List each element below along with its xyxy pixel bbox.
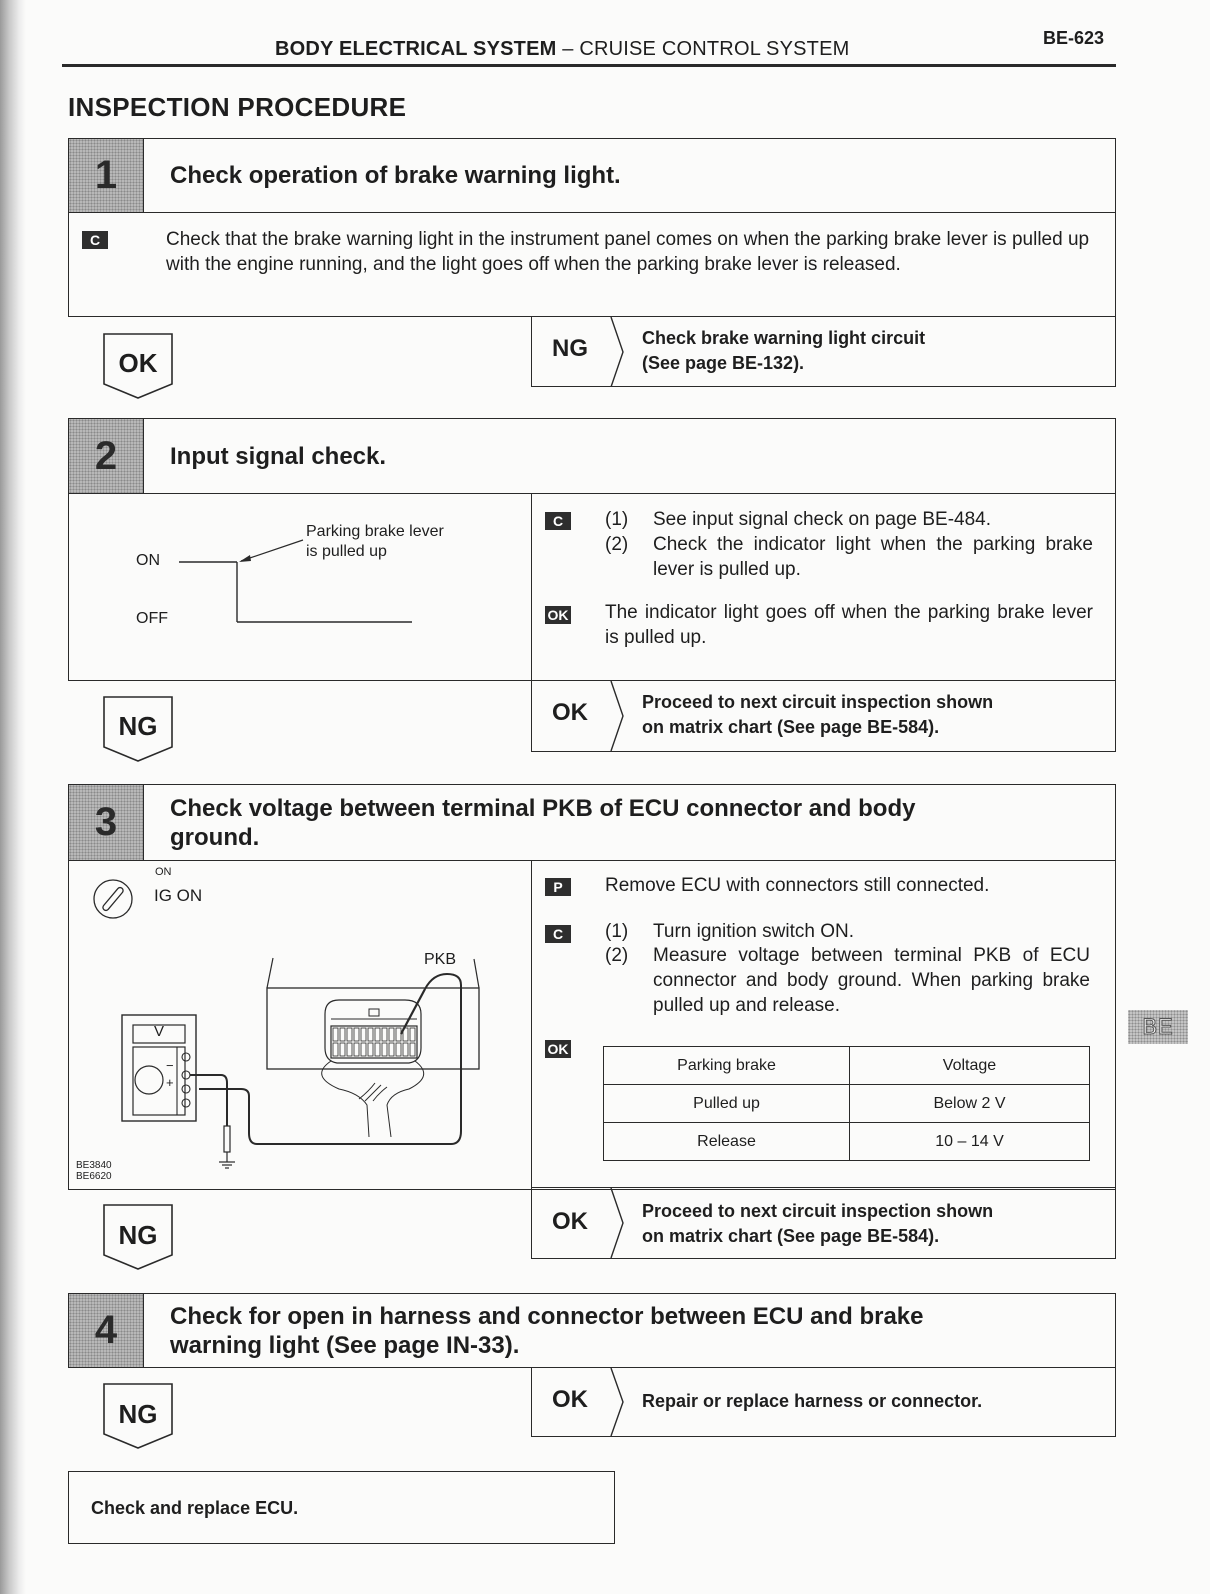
chevron-right-icon — [610, 681, 626, 751]
positive-lead — [199, 974, 461, 1144]
final-action-box[interactable] — [68, 1471, 615, 1544]
table-header-row — [604, 1047, 1090, 1085]
ground-icon — [219, 1152, 235, 1168]
step-1-ng-result[interactable] — [531, 316, 1116, 387]
step-2-ok-result[interactable] — [531, 680, 1116, 752]
step-2-ok-text-line1: Proceed to next circuit inspection shown — [642, 692, 994, 712]
table-cell: Below 2 V — [850, 1085, 1090, 1123]
figure-codes — [76, 1160, 112, 1182]
check-tag-icon: C — [545, 512, 571, 530]
step-1-ng-text — [642, 326, 925, 376]
step-1-title: Check operation of brake warning light. — [170, 162, 621, 189]
step-3-diagram-panel — [68, 860, 532, 1190]
connector-pin — [389, 1028, 394, 1041]
table-cell: Pulled up — [604, 1085, 850, 1123]
waveform-on-label: ON — [136, 552, 160, 569]
ok-tag-icon: OK — [545, 606, 571, 624]
ignition-on-small-label: ON — [155, 866, 172, 878]
chevron-right-icon — [610, 317, 626, 387]
step-4-header — [68, 1293, 1116, 1368]
step-3-title-line2: ground. — [170, 823, 260, 851]
ecu-connector — [325, 1000, 421, 1063]
step-4-ok-text: Repair or replace harness or connector. — [642, 1391, 983, 1411]
step-3-ng-label: NG — [118, 1220, 158, 1250]
connector-pin — [410, 1028, 415, 1041]
ignition-key-icon — [94, 880, 132, 918]
voltage-measurement-diagram — [69, 861, 529, 1187]
step-1-ng-text-line1: Check brake warning light circuit — [642, 328, 926, 348]
connector-pin — [375, 1043, 380, 1056]
check-tag-icon: C — [545, 925, 571, 943]
check-item-1-text: See input signal check on page BE-484. — [653, 509, 992, 530]
connector-pin — [340, 1043, 345, 1056]
connector-pin — [333, 1043, 338, 1056]
figure-code-1: BE3840 — [76, 1160, 112, 1171]
check-item-2-num: (2) — [605, 945, 629, 966]
step-2-instructions-panel — [531, 493, 1116, 681]
connector-pin — [347, 1043, 352, 1056]
connector-pin — [389, 1043, 394, 1056]
check-item-2-num: (2) — [605, 534, 629, 555]
waveform-off-label: OFF — [136, 610, 168, 627]
callout-line1: Parking brake lever — [306, 523, 444, 540]
check-tag-icon: C — [82, 231, 108, 249]
step-2-ok-criterion: The indicator light goes off when the parking brake lever is pulled up. — [605, 602, 1093, 648]
step-1-number: 1 — [69, 139, 144, 212]
check-item-2-text: Measure voltage between terminal PKB of ECU connector and body ground. When parking brake pulled up and release. — [653, 945, 1090, 1016]
connector-pin — [382, 1043, 387, 1056]
step-3-title-line1: Check voltage between terminal PKB of ECU connector and body — [170, 794, 916, 822]
connector-pin — [410, 1043, 415, 1056]
connector-pin — [347, 1028, 352, 1041]
page-binding-edge — [0, 0, 26, 1594]
step-3-ok-result[interactable] — [531, 1187, 1116, 1259]
step-2-ok-text — [642, 690, 993, 740]
step-1-ok-label: OK — [118, 348, 158, 378]
step-2-diagram-panel — [68, 493, 532, 681]
section-side-tab: BE — [1128, 1010, 1188, 1044]
voltage-spec-table — [603, 1046, 1090, 1161]
signal-waveform-diagram — [69, 494, 529, 678]
negative-probe — [224, 1126, 230, 1152]
step-3-ok-text-line2: on matrix chart (See page BE-584). — [642, 1226, 940, 1246]
callout-arrowhead — [239, 555, 251, 562]
table-cell: Release — [604, 1123, 850, 1161]
check-item-1-num: (1) — [605, 921, 629, 942]
section-title: INSPECTION PROCEDURE — [68, 92, 407, 122]
chevron-right-icon — [610, 1368, 626, 1436]
step-1-ng-label: NG — [552, 335, 588, 362]
connector-pin — [361, 1043, 366, 1056]
step-3-header — [68, 784, 1116, 861]
voltmeter-plus-label: + — [166, 1075, 174, 1090]
step-1-body — [68, 212, 1116, 317]
voltmeter-unit-label: V — [153, 1023, 164, 1040]
ignition-on-label: IG ON — [154, 886, 203, 905]
check-item-2-text: Check the indicator light when the parking brake lever is pulled up. — [653, 534, 1093, 580]
check-item-1-num: (1) — [605, 509, 629, 530]
table-cell: 10 – 14 V — [850, 1123, 1090, 1161]
step-3-number: 3 — [69, 785, 144, 860]
step-4-number: 4 — [69, 1294, 144, 1367]
table-row — [604, 1085, 1090, 1123]
step-1-check-text: Check that the brake warning light in the instrument panel comes on when the parking brake lever is pulled up with the engine running, and the light goes off when the parking brake lever is released. — [166, 229, 1090, 275]
step-1-ng-text-line2: (See page BE-132). — [642, 353, 805, 373]
connector-pin — [382, 1028, 387, 1041]
pkb-terminal-label: PKB — [424, 951, 457, 968]
connector-pin — [396, 1043, 401, 1056]
connector-pin — [354, 1028, 359, 1041]
step-4-ok-label: OK — [552, 1386, 588, 1413]
connector-pin — [361, 1028, 366, 1041]
table-header-cell: Parking brake — [604, 1047, 850, 1085]
step-4-title-line2: warning light (See page IN-33). — [170, 1331, 520, 1359]
connector-pin — [340, 1028, 345, 1041]
step-2-ok-label: OK — [552, 699, 588, 726]
step-3-prep-text: Remove ECU with connectors still connected. — [605, 875, 990, 896]
figure-code-2: BE6620 — [76, 1171, 112, 1182]
step-3-ok-text-line1: Proceed to next circuit inspection shown — [642, 1201, 994, 1221]
connector-pin — [354, 1043, 359, 1056]
check-item-1-text: Turn ignition switch ON. — [653, 921, 854, 942]
step-3-ok-text — [642, 1199, 993, 1249]
step-3-title — [144, 785, 915, 860]
connector-pin — [396, 1028, 401, 1041]
step-4-ok-result[interactable] — [531, 1367, 1116, 1437]
chevron-right-icon — [610, 1188, 626, 1258]
header-system-name: BODY ELECTRICAL SYSTEM — [275, 38, 557, 60]
waveform-callout — [306, 522, 444, 562]
callout-line2: is pulled up — [306, 543, 387, 560]
table-header-cell: Voltage — [850, 1047, 1090, 1085]
step-3-instructions-panel — [531, 860, 1116, 1190]
prep-tag-icon: P — [545, 878, 571, 896]
step-4-title-line1: Check for open in harness and connector between ECU and brake — [170, 1302, 924, 1330]
page-header-title — [275, 38, 849, 61]
table-row — [604, 1123, 1090, 1161]
connector-pin — [375, 1028, 380, 1041]
connector-pin — [333, 1028, 338, 1041]
step-2-number: 2 — [69, 419, 144, 493]
ok-tag-icon: OK — [545, 1040, 571, 1058]
page-number: BE-623 — [1043, 28, 1105, 48]
connector-pin — [368, 1028, 373, 1041]
wire-harness — [322, 1061, 424, 1137]
step-4-title — [144, 1294, 924, 1367]
step-1-header — [68, 138, 1116, 213]
connector-pin — [403, 1043, 408, 1056]
header-rule — [62, 64, 1116, 67]
step-2-title: Input signal check. — [170, 442, 387, 470]
connector-pin — [368, 1043, 373, 1056]
step-2-header — [68, 418, 1116, 494]
step-2-ok-text-line2: on matrix chart (See page BE-584). — [642, 717, 940, 737]
final-action-text: Check and replace ECU. — [91, 1498, 299, 1518]
step-3-ok-label: OK — [552, 1208, 588, 1235]
header-subsystem-name: – CRUISE CONTROL SYSTEM — [556, 38, 850, 60]
step-2-ng-label: NG — [118, 711, 158, 741]
voltmeter-minus-label: − — [166, 1058, 174, 1073]
step-4-ng-label: NG — [118, 1399, 158, 1429]
